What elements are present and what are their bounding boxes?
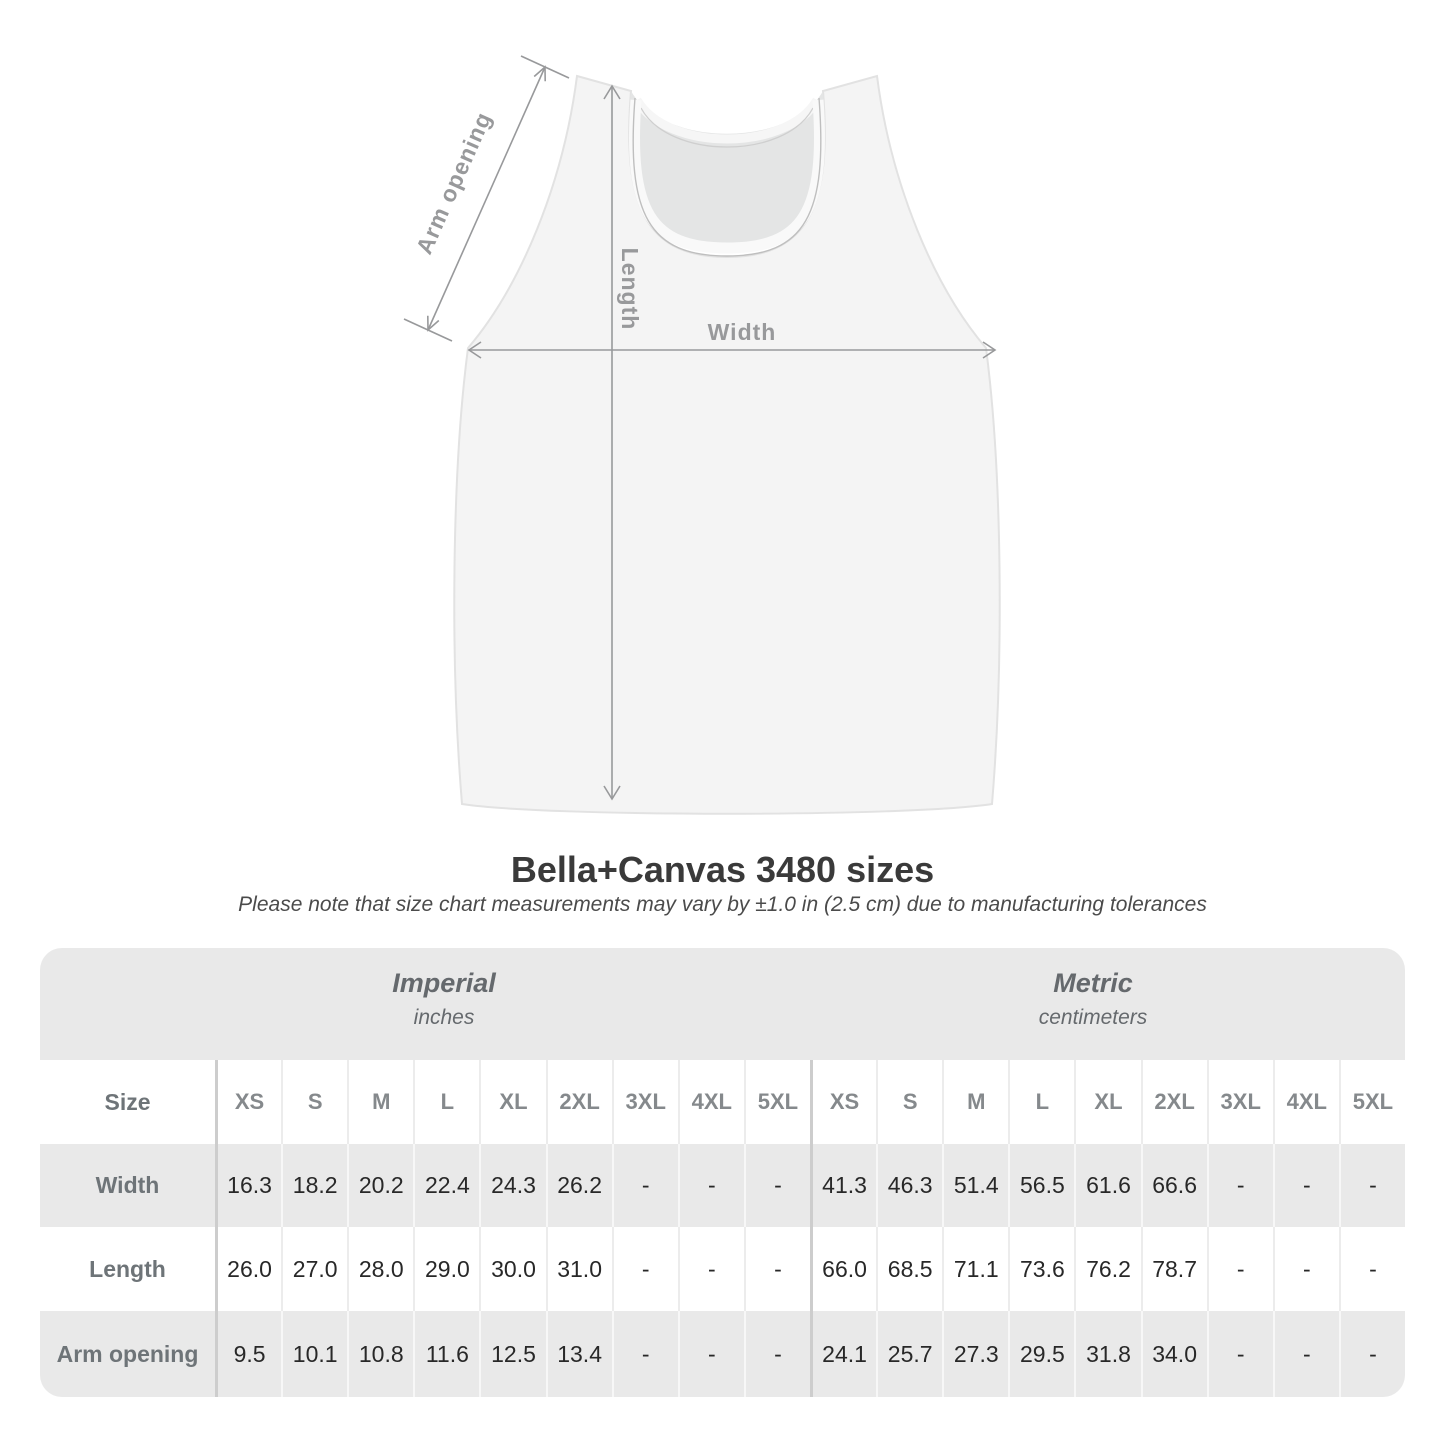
- value-cell: 12.5: [479, 1311, 545, 1397]
- value-cell: -: [744, 1144, 810, 1227]
- size-header-imperial-l: L: [413, 1060, 479, 1144]
- size-header-metric-2xl: 2XL: [1141, 1060, 1207, 1144]
- size-header-metric-m: M: [942, 1060, 1008, 1144]
- width-label: Width: [707, 319, 777, 345]
- value-cell: -: [1339, 1311, 1405, 1397]
- imperial-unit: inches: [413, 1006, 475, 1029]
- value-cell: -: [1207, 1144, 1273, 1227]
- value-cell: 76.2: [1074, 1227, 1140, 1311]
- value-cell: -: [744, 1311, 810, 1397]
- size-header-imperial-s: S: [281, 1060, 347, 1144]
- size-header-metric-3xl: 3XL: [1207, 1060, 1273, 1144]
- size-header-imperial-xs: XS: [215, 1060, 281, 1144]
- size-chart-table: [40, 948, 1405, 1397]
- value-cell: 46.3: [876, 1144, 942, 1227]
- value-cell: -: [612, 1144, 678, 1227]
- size-header-imperial-m: M: [347, 1060, 413, 1144]
- value-cell: -: [678, 1144, 744, 1227]
- value-cell: 26.2: [546, 1144, 612, 1227]
- value-cell: -: [1207, 1227, 1273, 1311]
- metric-label: Metric: [1053, 968, 1133, 998]
- length-label: Length: [617, 247, 643, 331]
- size-header-metric-xl: XL: [1074, 1060, 1140, 1144]
- value-cell: 73.6: [1008, 1227, 1074, 1311]
- row-label: Arm opening: [56, 1340, 199, 1367]
- value-cell: 24.1: [810, 1311, 876, 1397]
- value-cell: 66.0: [810, 1227, 876, 1311]
- value-cell: 20.2: [347, 1144, 413, 1227]
- value-cell: 51.4: [942, 1144, 1008, 1227]
- metric-group-header: [1039, 968, 1148, 1030]
- value-cell: 9.5: [215, 1311, 281, 1397]
- table-row-length: [40, 1227, 1405, 1311]
- value-cell: 66.6: [1141, 1144, 1207, 1227]
- value-cell: 10.1: [281, 1311, 347, 1397]
- row-label: Length: [89, 1255, 166, 1282]
- size-header-metric-xs: XS: [810, 1060, 876, 1144]
- value-cell: 78.7: [1141, 1227, 1207, 1311]
- value-cell: 34.0: [1141, 1311, 1207, 1397]
- value-cell: 28.0: [347, 1227, 413, 1311]
- size-header-imperial-3xl: 3XL: [612, 1060, 678, 1144]
- value-cell: 41.3: [810, 1144, 876, 1227]
- size-header-metric-l: L: [1008, 1060, 1074, 1144]
- table-row-arm-opening: [40, 1311, 1405, 1397]
- value-cell: 16.3: [215, 1144, 281, 1227]
- unit-group-header: [40, 948, 1405, 1060]
- value-cell: 29.5: [1008, 1311, 1074, 1397]
- value-cell: 61.6: [1074, 1144, 1140, 1227]
- row-label: Width: [95, 1172, 160, 1198]
- value-cell: 27.3: [942, 1311, 1008, 1397]
- value-cell: 27.0: [281, 1227, 347, 1311]
- value-cell: 22.4: [413, 1144, 479, 1227]
- value-cell: -: [678, 1311, 744, 1397]
- value-cell: -: [612, 1311, 678, 1397]
- page-title: Bella+Canvas 3480 sizes: [510, 849, 935, 890]
- value-cell: -: [1339, 1227, 1405, 1311]
- value-cell: 31.0: [546, 1227, 612, 1311]
- value-cell: 11.6: [413, 1311, 479, 1397]
- imperial-group-header: [392, 968, 496, 1030]
- value-cell: -: [1273, 1227, 1339, 1311]
- value-cell: -: [744, 1227, 810, 1311]
- value-cell: 24.3: [479, 1144, 545, 1227]
- value-cell: 29.0: [413, 1227, 479, 1311]
- size-header-imperial-xl: XL: [479, 1060, 545, 1144]
- size-header-imperial-5xl: 5XL: [744, 1060, 810, 1144]
- value-cell: -: [1273, 1311, 1339, 1397]
- value-cell: 10.8: [347, 1311, 413, 1397]
- value-cell: 26.0: [215, 1227, 281, 1311]
- size-header-metric-4xl: 4XL: [1273, 1060, 1339, 1144]
- value-cell: 68.5: [876, 1227, 942, 1311]
- metric-unit: centimeters: [1038, 1006, 1148, 1029]
- arm-opening-label: Arm opening: [410, 107, 497, 258]
- size-header-imperial-4xl: 4XL: [678, 1060, 744, 1144]
- size-header-imperial-2xl: 2XL: [546, 1060, 612, 1144]
- value-cell: 56.5: [1008, 1144, 1074, 1227]
- value-cell: -: [1207, 1311, 1273, 1397]
- value-cell: -: [678, 1227, 744, 1311]
- size-header-metric-5xl: 5XL: [1339, 1060, 1405, 1144]
- value-cell: -: [612, 1227, 678, 1311]
- size-header-row: [40, 1060, 1405, 1144]
- imperial-label: Imperial: [392, 968, 496, 998]
- value-cell: -: [1339, 1144, 1405, 1227]
- value-cell: -: [1273, 1144, 1339, 1227]
- value-cell: 25.7: [876, 1311, 942, 1397]
- value-cell: 30.0: [479, 1227, 545, 1311]
- tolerance-note: Please note that size chart measurements may vary by ±1.0 in (2.5 cm) due to manufacturing tolerances: [238, 893, 1207, 916]
- size-col-header: Size: [104, 1088, 151, 1115]
- value-cell: 71.1: [942, 1227, 1008, 1311]
- size-header-metric-s: S: [876, 1060, 942, 1144]
- value-cell: 13.4: [546, 1311, 612, 1397]
- value-cell: 31.8: [1074, 1311, 1140, 1397]
- table-row-width: [40, 1144, 1405, 1227]
- value-cell: 18.2: [281, 1144, 347, 1227]
